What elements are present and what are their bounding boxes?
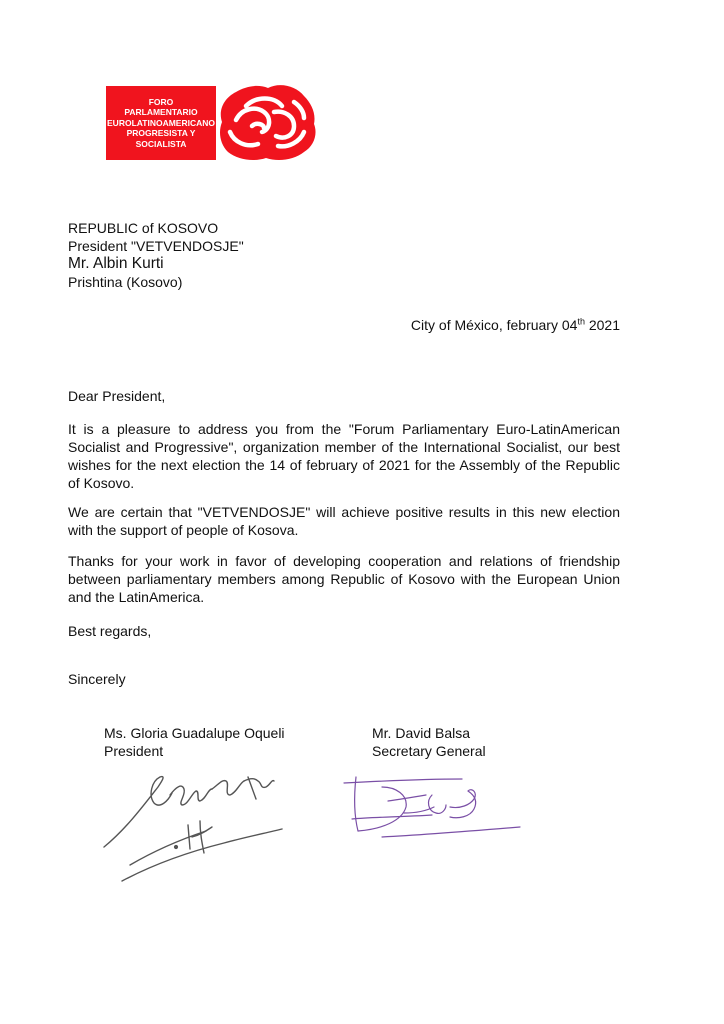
logo-line: EUROLATINOAMERICANO [107,117,215,128]
logo-line: PARLAMENTARIO [124,107,198,118]
organization-logo-box [106,86,216,160]
logo-line: PROGRESISTA Y [126,128,196,139]
handwritten-signature-left [96,765,286,895]
salutation: Dear President, [68,388,166,404]
signatory-title: Secretary General [372,743,486,759]
closing: Sincerely [68,671,126,687]
rose-icon [216,82,320,162]
body-paragraph-2: We are certain that "VETVENDOSJE" will achieve positive results in this new election with the support of people of Kosova. [68,504,620,538]
letter-date [411,316,620,334]
date-text: City of México, february 04 [410,317,578,333]
date-ordinal-suffix: th [577,316,585,327]
logo-line: SOCIALISTA [135,138,187,149]
date-year: 2021 [584,317,620,333]
body-paragraph-3: Thanks for your work in favor of developing cooperation and relations of friendship between parliamentary members among Republic of Kosovo with the European Union and the LatinAmerica. [68,553,620,605]
recipient-name: Mr. Albin Kurti [68,255,164,272]
recipient-country: REPUBLIC of KOSOVO [68,220,219,236]
logo-line: FORO [148,96,174,107]
recipient-city: Prishtina (Kosovo) [68,274,183,290]
handwritten-signature-right [342,765,522,845]
signatory-title: President [104,743,164,759]
signatory-name: Ms. Gloria Guadalupe Oqueli [104,725,285,741]
signatory-name: Mr. David Balsa [372,725,471,741]
signatory-president [104,724,285,760]
best-regards: Best regards, [68,623,152,639]
recipient-role: President "VETVENDOSJE" [68,238,244,254]
signatory-secretary-general [372,724,486,760]
recipient-address [68,219,244,291]
body-paragraph-1: It is a pleasure to address you from the "Forum Parliamentary Euro-LatinAmerican Socialist and Progressive", organization member of the International Socialist, our best wishes for the next election the 14 of february of 2021 for the Assembly of the Republic of Kosovo. [68,421,620,491]
